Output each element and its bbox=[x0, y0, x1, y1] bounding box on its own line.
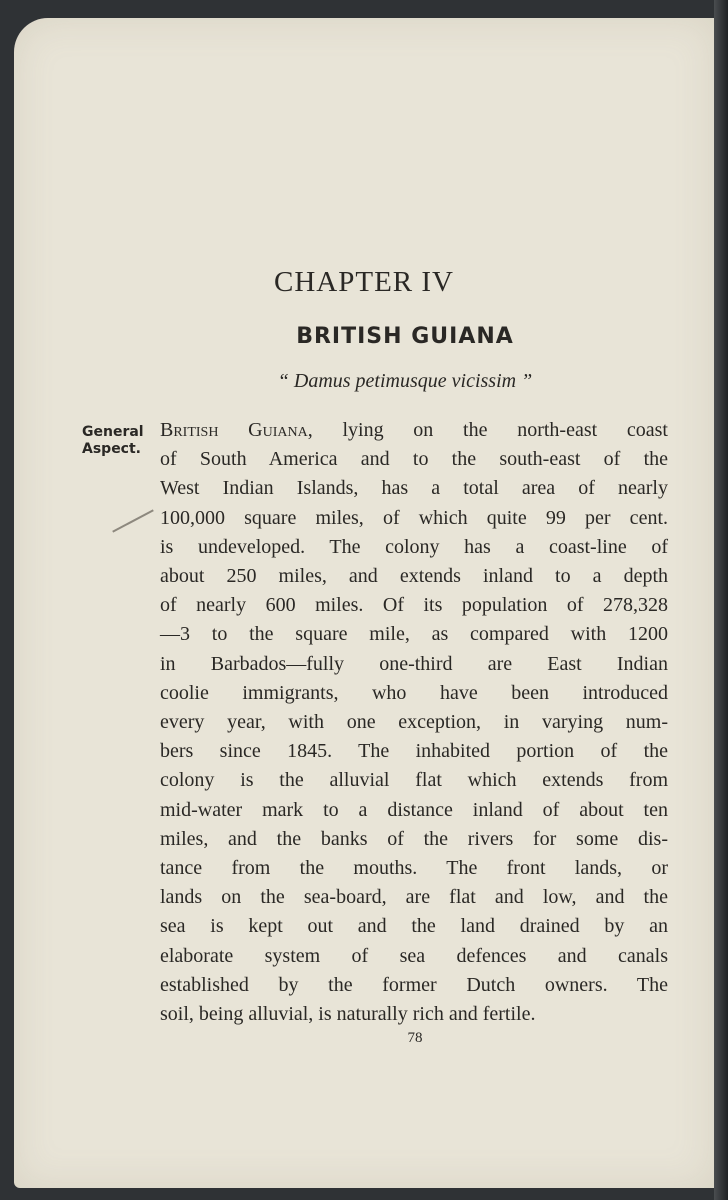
chapter-motto: “ Damus petimusque vicissim ” bbox=[277, 370, 533, 392]
text-line: 100,000 square miles, of which quite 99 per cent. bbox=[160, 506, 668, 529]
text-line: colony is the alluvial flat which extends from bbox=[160, 769, 668, 792]
text-line: mid-water mark to a distance inland of about ten bbox=[160, 798, 668, 821]
text-line: soil, being alluvial, is naturally rich and fertile. bbox=[160, 1003, 536, 1026]
margin-note bbox=[82, 424, 144, 458]
chapter-heading: CHAPTER IV bbox=[274, 266, 454, 298]
chapter-title: BRITISH GUIANA bbox=[296, 324, 514, 349]
text-line: coolie immigrants, who have been introduced bbox=[160, 681, 668, 704]
text-line: elaborate system of sea defences and canals bbox=[160, 944, 668, 967]
text-line: in Barbados—fully one-third are East Indian bbox=[160, 652, 668, 675]
margin-note-line-1: General bbox=[82, 424, 144, 440]
text-line: of nearly 600 miles. Of its population of 278,328 bbox=[160, 594, 668, 617]
text-line: lands on the sea-board, are flat and low, and the bbox=[160, 886, 668, 909]
text-line: West Indian Islands, has a total area of nearly bbox=[160, 477, 668, 500]
text-line: is undeveloped. The colony has a coast-line of bbox=[160, 535, 668, 558]
text-line: tance from the mouths. The front lands, or bbox=[160, 857, 668, 880]
body-text bbox=[160, 416, 668, 1029]
opening-smallcaps: British Guiana bbox=[160, 419, 308, 441]
text-line: bers since 1845. The inhabited portion of the bbox=[160, 740, 668, 763]
text-line: established by the former Dutch owners. The bbox=[160, 973, 668, 996]
text-line: sea is kept out and the land drained by an bbox=[160, 915, 668, 938]
text-line: British Guiana, lying on the north-east coast bbox=[160, 419, 668, 441]
text-line: —3 to the square mile, as compared with 1200 bbox=[160, 623, 668, 646]
page-number: 78 bbox=[407, 1030, 423, 1046]
text-line: of South America and to the south-east of the bbox=[160, 448, 668, 471]
book-spine bbox=[714, 0, 728, 1200]
text-line: miles, and the banks of the rivers for some dis- bbox=[160, 827, 668, 850]
margin-note-line-2: Aspect. bbox=[82, 441, 141, 457]
text-line: about 250 miles, and extends inland to a depth bbox=[160, 565, 668, 588]
text-line: every year, with one exception, in varying num- bbox=[160, 711, 668, 734]
